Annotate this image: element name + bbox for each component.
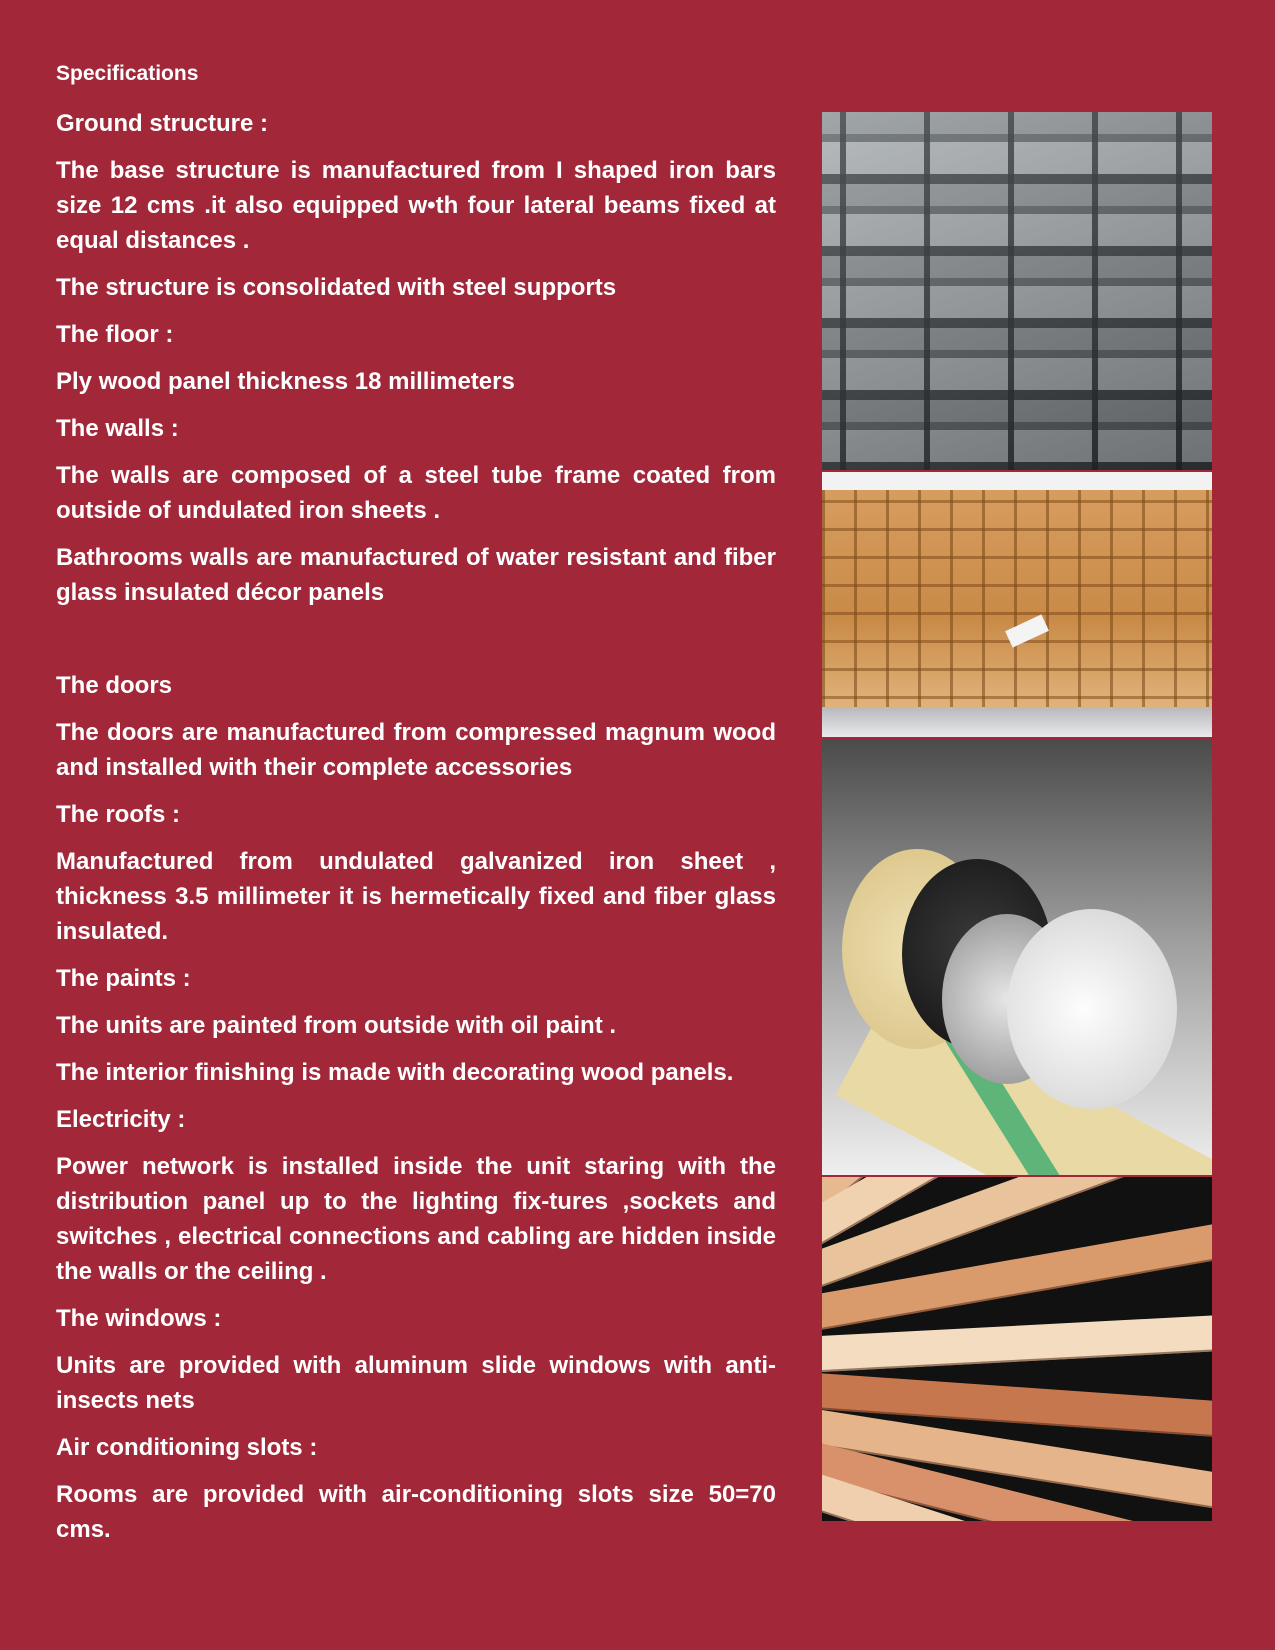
page-heading: Specifications	[56, 62, 199, 85]
paragraph-windows: Units are provided with aluminum slide windows with anti-insects nets	[56, 1352, 776, 1414]
paragraph-wall-frame: The walls are composed of a steel tube frame coated from outside of undulated iron sheets .	[56, 462, 776, 524]
plywood-sheets-photo	[822, 1177, 1212, 1521]
steel-i-beams-photo	[822, 112, 1212, 470]
paragraph-plywood-floor: Ply wood panel thickness 18 millimeters	[56, 368, 515, 395]
paragraph-electricity: Power network is installed inside the unit staring with the distribution panel up to the lighting fix-tures ,sockets and switches , electrical connections and cabling are hidden inside the walls or the ceiling .	[56, 1153, 776, 1285]
white-insulation-roll	[1007, 909, 1177, 1109]
paragraph-interior-finishing: The interior finishing is made with decorating wood panels.	[56, 1059, 734, 1086]
paragraph-doors: The doors are manufactured from compressed magnum wood and installed with their complete accessories	[56, 719, 776, 781]
plywood-sheet	[822, 1314, 1212, 1373]
insulation-rolls-photo	[822, 739, 1212, 1175]
section-heading-floor: The floor :	[56, 321, 174, 348]
section-heading-ground-structure: Ground structure :	[56, 110, 269, 137]
paragraph-bathroom-walls: Bathrooms walls are manufactured of water resistant and fiber glass insulated décor panels	[56, 544, 776, 606]
section-heading-walls: The walls :	[56, 415, 179, 442]
beam-shading	[822, 112, 1212, 470]
section-heading-air-conditioning: Air conditioning slots :	[56, 1434, 318, 1461]
paragraph-roofs: Manufactured from undulated galvanized iron sheet , thickness 3.5 millimeter it is hermetically fixed and fiber glass insulated.	[56, 848, 776, 945]
specifications-content	[56, 106, 776, 1559]
section-heading-paints: The paints :	[56, 965, 191, 992]
stacked-timber-photo	[822, 472, 1212, 737]
paragraph-exterior-paint: The units are painted from outside with oil paint .	[56, 1012, 617, 1039]
section-heading-electricity: Electricity :	[56, 1106, 186, 1133]
timber-paper-tag	[1005, 614, 1049, 647]
image-column	[822, 112, 1212, 1523]
paragraph-steel-supports: The structure is consolidated with steel supports	[56, 274, 617, 301]
timber-wrap	[822, 707, 1212, 737]
paragraph-base-structure: The base structure is manufactured from I shaped iron bars size 12 cms .it also equipped w•th four lateral beams fixed at equal distances .	[56, 157, 776, 254]
section-heading-roofs: The roofs :	[56, 801, 180, 828]
paragraph-air-conditioning: Rooms are provided with air-conditioning slots size 50=70 cms.	[56, 1481, 776, 1543]
section-heading-doors: The doors	[56, 672, 173, 699]
section-heading-windows: The windows :	[56, 1305, 222, 1332]
